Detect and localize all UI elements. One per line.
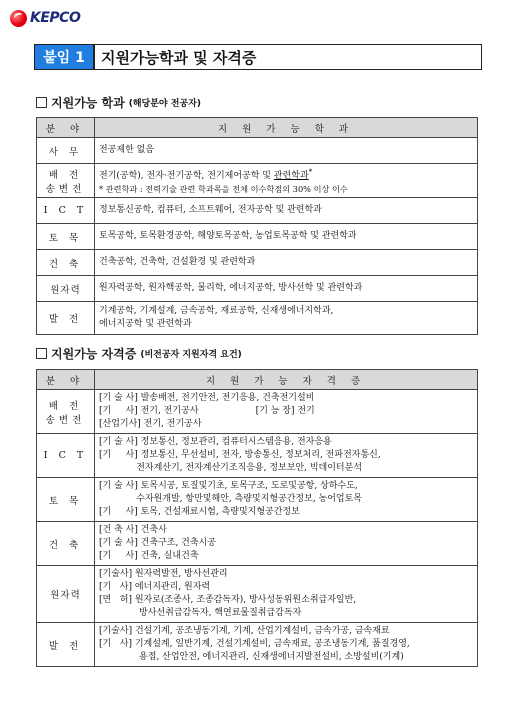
content-line: 정보통신공학, 컴퓨터, 소프트웨어, 전자공학 및 관련학과	[99, 205, 322, 215]
section1-subtitle: (해당분야 전공자)	[128, 99, 201, 109]
field-cell: I C T	[37, 198, 95, 224]
content-line: 기계공학, 기계설계, 금속공학, 재료공학, 신재생에너지학과,	[99, 306, 334, 316]
section2-title-text: 지원가능 자격증	[51, 347, 137, 361]
logo-text: KEPCO	[30, 10, 81, 26]
content-line: 원자력공학, 원자핵공학, 물리학, 에너지공학, 방사선학 및 관련학과	[99, 283, 363, 293]
table-header-row	[37, 370, 478, 390]
content-cell	[95, 302, 478, 335]
table-row	[37, 522, 478, 566]
content-line: 용접, 산업안전, 에너지관리, 신재생에너지발전설비, 소방설비(기계)	[99, 652, 404, 662]
content-line: [기 사] 전기, 전기공사 [기 능 장] 전기	[99, 406, 315, 416]
table-row	[37, 276, 478, 302]
field-cell: 발 전	[37, 623, 95, 667]
certificates-table	[36, 369, 478, 667]
content-line: [산업기사] 전기, 전기공사	[99, 419, 202, 429]
section2-title	[36, 345, 242, 362]
table-row	[37, 250, 478, 276]
content-line: [기 사] 기계설계, 일반기계, 건설기계설비, 금속재료, 공조냉동기계, 품질경영,	[99, 639, 410, 649]
field-cell: 원자력	[37, 566, 95, 623]
table-row	[37, 390, 478, 434]
content-line: [기 술 사] 건축구조, 건축시공	[99, 538, 216, 548]
departments-table	[36, 117, 478, 335]
header-field: 분 야	[37, 118, 95, 138]
header-departments: 지 원 가 능 학 과	[95, 118, 478, 138]
field-cell: 배 전 송변전	[37, 390, 95, 434]
field-cell: 원자력	[37, 276, 95, 302]
field-cell: 건 축	[37, 250, 95, 276]
footnote-mark: *	[308, 167, 313, 176]
content-cell	[95, 276, 478, 302]
section1-title	[36, 94, 201, 111]
content-cell	[95, 224, 478, 250]
field-cell: 토 목	[37, 478, 95, 522]
content-line: [기술사] 원자력발전, 방사선관리	[99, 569, 228, 579]
checkbox-square-icon	[36, 348, 47, 359]
kepco-emblem-icon	[10, 10, 27, 27]
content-line: [기 사] 건축, 실내건축	[99, 551, 199, 561]
table-row	[37, 224, 478, 250]
content-cell	[95, 434, 478, 478]
content-line: [기 사] 토목, 건설재료시험, 측량및지형공간정보	[99, 507, 300, 517]
content-line: [기 술 사] 토목시공, 토질및기초, 토목구조, 도로및공항, 상하수도,	[99, 481, 358, 491]
section2-subtitle: (비전공자 지원자격 요건)	[140, 350, 242, 360]
header-certificates: 지 원 가 능 자 격 증	[95, 370, 478, 390]
field-cell: 건 축	[37, 522, 95, 566]
table-row	[37, 198, 478, 224]
content-cell	[95, 623, 478, 667]
content-cell	[95, 390, 478, 434]
content-text: 전기(공학), 전자·전기공학, 전기제어공학 및	[99, 171, 274, 181]
header-field: 분 야	[37, 370, 95, 390]
content-line: [기 사] 에너지관리, 원자력	[99, 582, 211, 592]
content-line	[99, 165, 473, 183]
content-line: 에너지공학 및 관련학과	[99, 319, 192, 329]
table-row	[37, 138, 478, 164]
table-header-row	[37, 118, 478, 138]
field-cell: I C T	[37, 434, 95, 478]
content-line: [건 축 사] 건축사	[99, 525, 167, 535]
content-line: [기 사] 정보통신, 무선설비, 전자, 방송통신, 정보처리, 전파전자통신,	[99, 450, 381, 460]
kepco-logo	[10, 7, 80, 29]
content-line: 전공제한 없음	[99, 145, 155, 155]
content-cell	[95, 138, 478, 164]
content-line: [기술사] 건설기계, 공조냉동기계, 기계, 산업기계설비, 금속가공, 금속재료	[99, 626, 390, 636]
content-line: [면 허] 원자로(조종사, 조종감독자), 방사성동위원소취급자일반,	[99, 595, 357, 605]
field-cell: 사 무	[37, 138, 95, 164]
table-row	[37, 434, 478, 478]
content-cell	[95, 198, 478, 224]
content-cell	[95, 250, 478, 276]
content-line: 전자계산기, 전자계산기조직응용, 정보보안, 빅데이터분석	[99, 463, 363, 473]
field-cell: 배 전 송변전	[37, 164, 95, 198]
content-line: [기 술 사] 정보통신, 정보관리, 컴퓨터시스템응용, 전자응용	[99, 437, 332, 447]
content-cell	[95, 566, 478, 623]
title-bar	[34, 44, 482, 70]
table-row	[37, 623, 478, 667]
content-line: 토목공학, 토목환경공학, 해양토목공학, 농업토목공학 및 관련학과	[99, 231, 357, 241]
attachment-tag: 붙임 1	[35, 45, 95, 69]
content-cell	[95, 522, 478, 566]
content-cell	[95, 478, 478, 522]
footnote: * 관련학과 : 전력기술 관련 학과목을 전체 이수학점의 30% 이상 이수	[99, 184, 348, 194]
section1-title-text: 지원가능 학과	[51, 96, 125, 110]
page-title: 지원가능학과 및 자격증	[101, 48, 257, 67]
table-row	[37, 566, 478, 623]
table-row	[37, 478, 478, 522]
table-row	[37, 302, 478, 335]
checkbox-square-icon	[36, 97, 47, 108]
table-row	[37, 164, 478, 198]
content-line: 수자원개발, 항만및해안, 측량및지형공간정보, 농어업토목	[99, 494, 363, 504]
content-cell	[95, 164, 478, 198]
content-line: [기 술 사] 발송배전, 전기안전, 전기응용, 건축전기설비	[99, 393, 315, 403]
content-line: 건축공학, 건축학, 건설환경 및 관련학과	[99, 257, 256, 267]
field-cell: 토 목	[37, 224, 95, 250]
content-line: 방사선취급감독자, 핵연료물질취급감독자	[99, 608, 302, 618]
field-cell: 발 전	[37, 302, 95, 335]
related-dept-link-text: 관련학과	[273, 171, 309, 181]
